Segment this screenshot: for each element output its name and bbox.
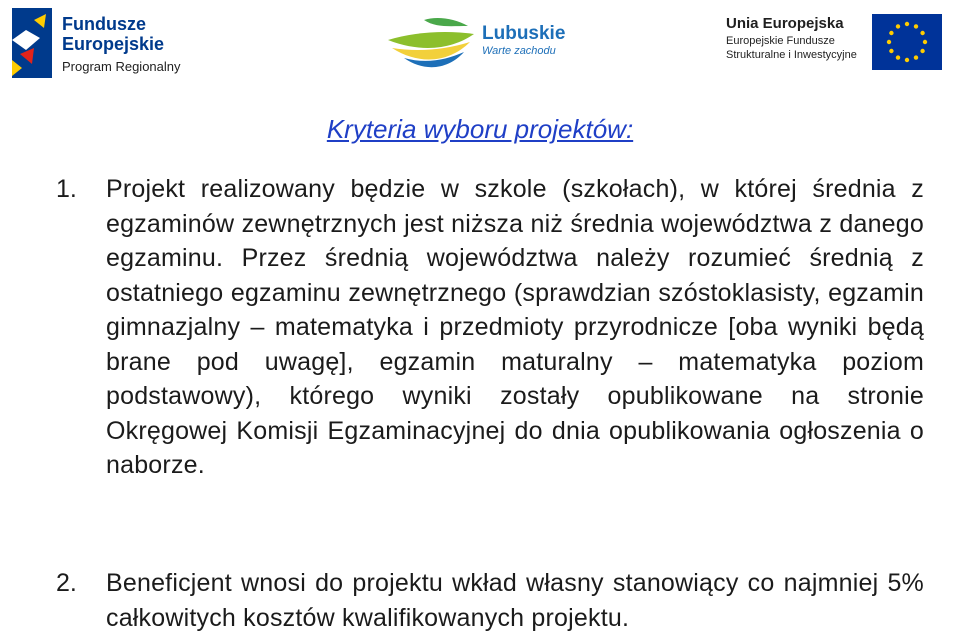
fundusze-europejskie-logo — [12, 8, 212, 78]
criteria-item-2 — [56, 566, 924, 635]
lubuskie-logo — [384, 14, 564, 74]
logo-header — [0, 0, 960, 96]
fundusze-europejskie-mark-icon — [12, 8, 52, 78]
criteria-item-number: 2. — [56, 569, 77, 597]
criteria-item-1 — [56, 172, 924, 483]
lubuskie-logo-line2: Warte zachodu — [482, 45, 556, 57]
fe-logo-line3: Program Regionalny — [62, 59, 181, 74]
ue-logo-line1: Unia Europejska — [726, 15, 844, 32]
criteria-item-text: Projekt realizowany będzie w szkole (szkołach), w której średnia z egzaminów zewnętrznych jest niższa niż średnia województwa z danego egzaminu. Przez średnią województwa należy rozumieć średnią z ostatniego egzaminu zewnętrznego (sprawdzian szóstoklasisty, egzamin gimnazjalny – matematyka i przedmioty przyrodnicze [oba wyniki będą brane pod uwagę], egzamin maturalny – matematyka poziom podstawowy), którego wyniki zostały opublikowane na stronie Okręgowej Komisji Egzaminacyjnej do dnia opublikowania ogłoszenia o naborze. — [106, 175, 924, 479]
ue-logo-line3: Strukturalne i Inwestycyjne — [726, 49, 857, 61]
fe-logo-line1: Fundusze — [62, 14, 146, 34]
criteria-item-number: 1. — [56, 175, 77, 203]
slide-heading: Kryteria wyboru projektów: — [326, 114, 634, 144]
unia-europejska-logo — [726, 14, 950, 76]
lubuskie-logo-line1: Lubuskie — [482, 23, 566, 44]
lubuskie-mark-icon — [384, 14, 476, 74]
eu-flag-icon — [872, 14, 942, 70]
criteria-item-text: Beneficjent wnosi do projektu wkład własny stanowiący co najmniej 5% całkowitych kosztów kwalifikowanych projektu. — [106, 569, 924, 632]
ue-logo-line2: Europejskie Fundusze — [726, 35, 835, 47]
fe-logo-line2: Europejskie — [62, 34, 165, 54]
